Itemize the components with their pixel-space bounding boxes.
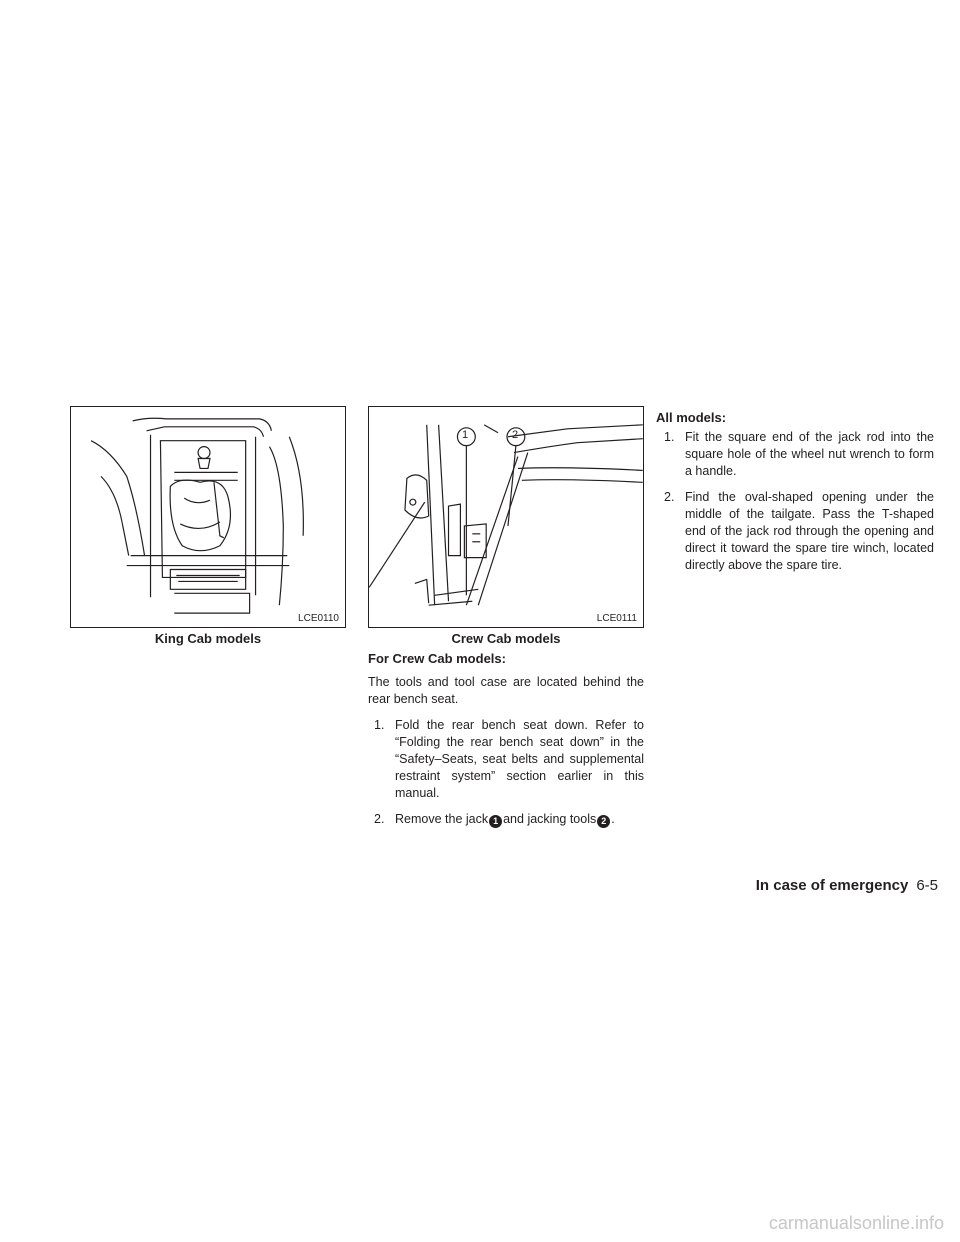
callout-2-marker: 2 bbox=[597, 815, 610, 828]
king-cab-illustration bbox=[71, 407, 345, 627]
step-text: Fit the square end of the jack rod into the square hole of the wheel nut wrench to form a handle. bbox=[685, 430, 934, 478]
list-item bbox=[374, 717, 644, 802]
crew-cab-illustration bbox=[369, 407, 643, 627]
step-number: 2. bbox=[374, 812, 385, 826]
figure-crew-cab bbox=[368, 406, 644, 628]
crew-cab-intro: The tools and tool case are located behind the rear bench seat. bbox=[368, 675, 644, 706]
figure-code: LCE0110 bbox=[298, 613, 339, 624]
step-text: Fold the rear bench seat down. Refer to “Folding the rear bench seat down” in the “Safety–Seats, seat belts and supplemental restraint system” section earlier in this manual. bbox=[395, 718, 644, 800]
list-item bbox=[374, 811, 644, 828]
figure-caption: Crew Cab models bbox=[451, 631, 561, 646]
footer-section: In case of emergency bbox=[755, 877, 909, 894]
all-models-heading: All models: bbox=[656, 410, 727, 425]
figure-code: LCE0111 bbox=[596, 613, 637, 624]
list-item bbox=[664, 429, 934, 480]
all-models-steps bbox=[664, 429, 934, 583]
step-text: . bbox=[611, 812, 615, 826]
step-number: 1. bbox=[374, 718, 385, 732]
step-text: Find the oval-shaped opening under the middle of the tailgate. Pass the T-shaped end of the jack rod through the opening and direct it toward the spare tire winch, located directly above the spare tire. bbox=[685, 490, 934, 572]
step-number: 2. bbox=[664, 490, 675, 504]
crew-cab-heading: For Crew Cab models: bbox=[368, 651, 506, 666]
step-number: 1. bbox=[664, 430, 675, 444]
callout-1-marker: 1 bbox=[489, 815, 502, 828]
step-text: Remove the jack bbox=[395, 812, 489, 826]
callout-1-label: 1 bbox=[462, 429, 469, 441]
figure-caption: King Cab models bbox=[154, 631, 262, 646]
page-footer bbox=[756, 877, 938, 894]
crew-cab-steps bbox=[374, 717, 644, 837]
page-number: 6-5 bbox=[916, 877, 938, 894]
watermark: carmanualsonline.info bbox=[768, 1213, 944, 1233]
figure-king-cab bbox=[70, 406, 346, 628]
list-item bbox=[664, 489, 934, 574]
step-text: and jacking tools bbox=[503, 812, 597, 826]
callout-2-label: 2 bbox=[512, 429, 519, 441]
